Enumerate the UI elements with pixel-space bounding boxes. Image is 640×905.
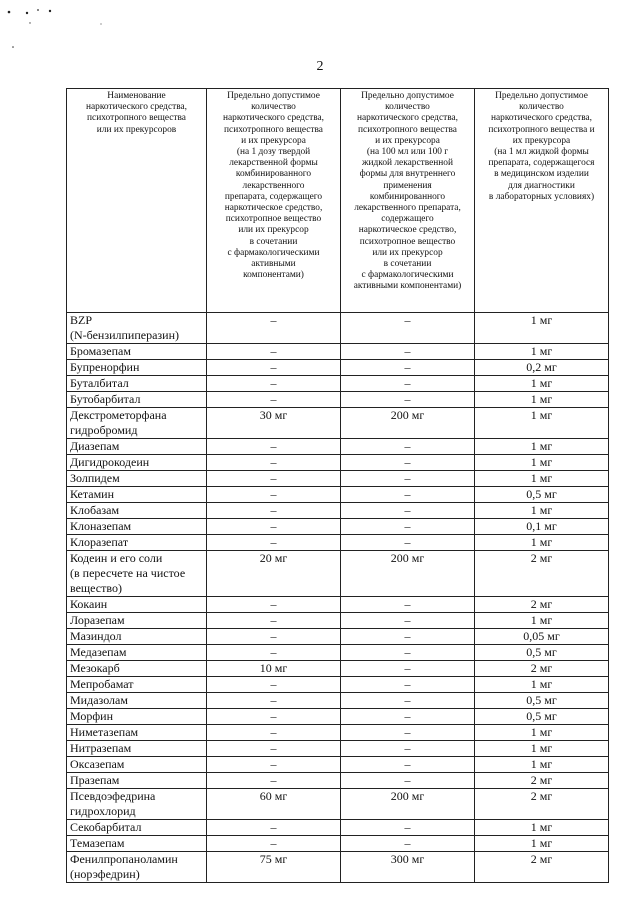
table-row: [67, 789, 609, 820]
substance-name: [67, 519, 207, 535]
diagnostic-limit: 1 мг: [475, 376, 609, 392]
substance-name-line: Фенилпропаноламин: [70, 852, 178, 866]
substance-name: [67, 677, 207, 693]
table-row: [67, 551, 609, 597]
dose-limit: –: [207, 629, 341, 645]
liquid-limit: –: [341, 693, 475, 709]
dose-limit: –: [207, 392, 341, 408]
substance-name: [67, 471, 207, 487]
header-line: и их прекурсора: [375, 135, 440, 146]
header-line: в лабораторных условиях): [488, 191, 595, 202]
diagnostic-limit: 1 мг: [475, 503, 609, 519]
diagnostic-limit: 2 мг: [475, 789, 609, 820]
substance-name: [67, 597, 207, 613]
dose-limit: –: [207, 613, 341, 629]
dose-limit: –: [207, 344, 341, 360]
header-line: или их прекурсор: [238, 225, 309, 236]
table-row: [67, 741, 609, 757]
liquid-limit: –: [341, 836, 475, 852]
header-line: активными компонентами): [353, 281, 462, 292]
substance-name-line: Дигидрокодеин: [70, 455, 150, 469]
table-row: [67, 597, 609, 613]
diagnostic-limit: 0,5 мг: [475, 693, 609, 709]
substance-name-line: Ниметазепам: [70, 725, 139, 739]
header-line: комбинированного: [369, 191, 446, 202]
diagnostic-limit: 2 мг: [475, 551, 609, 597]
substance-name: [67, 773, 207, 789]
header-line: их прекурсора: [512, 135, 571, 146]
diagnostic-limit: 2 мг: [475, 852, 609, 883]
dose-limit: 10 мг: [207, 661, 341, 677]
table-row: [67, 519, 609, 535]
header-line: наркотического средства,: [356, 113, 459, 124]
dose-limit: 60 мг: [207, 789, 341, 820]
header-line: препарата, содержащегося: [488, 158, 595, 169]
substance-name: [67, 836, 207, 852]
diagnostic-limit: 1 мг: [475, 820, 609, 836]
header-line: психотропного вещества: [224, 124, 323, 135]
diagnostic-limit: 0,05 мг: [475, 629, 609, 645]
diagnostic-limit: 0,2 мг: [475, 360, 609, 376]
header-dose: [207, 89, 341, 313]
liquid-limit: –: [341, 709, 475, 725]
dose-limit: 30 мг: [207, 408, 341, 439]
table-row: [67, 677, 609, 693]
substance-name-line: вещество): [70, 581, 122, 595]
liquid-limit: –: [341, 455, 475, 471]
dose-limit: 20 мг: [207, 551, 341, 597]
liquid-limit: –: [341, 661, 475, 677]
substance-name-line: Медазепам: [70, 645, 127, 659]
diagnostic-limit: 1 мг: [475, 439, 609, 455]
dose-limit: –: [207, 773, 341, 789]
dose-limit: –: [207, 677, 341, 693]
liquid-limit: –: [341, 820, 475, 836]
liquid-limit: –: [341, 503, 475, 519]
liquid-limit: –: [341, 741, 475, 757]
substance-name: [67, 645, 207, 661]
header-line: активными: [251, 259, 296, 270]
table-row: [67, 439, 609, 455]
header-line: или их прекурсоров: [96, 124, 177, 135]
table-row: [67, 535, 609, 551]
substance-name-line: Диазепам: [70, 439, 120, 453]
liquid-limit: –: [341, 629, 475, 645]
substance-name-line: Кокаин: [70, 597, 108, 611]
substance-name: [67, 408, 207, 439]
substance-name-line: Мидазолам: [70, 693, 128, 707]
dose-limit: –: [207, 757, 341, 773]
substance-name: [67, 852, 207, 883]
header-line: лекарственного: [242, 180, 305, 191]
header-line: комбинированного: [235, 169, 312, 180]
substance-name-line: Кетамин: [70, 487, 115, 501]
page-number: 2: [316, 59, 324, 74]
dose-limit: –: [207, 360, 341, 376]
table-row: [67, 629, 609, 645]
header-line: наркотического средства,: [222, 113, 325, 124]
table-row: [67, 709, 609, 725]
substance-name: [67, 392, 207, 408]
dose-limit: –: [207, 836, 341, 852]
dose-limit: –: [207, 439, 341, 455]
header-liquid: [341, 89, 475, 313]
header-line: жидкой лекарственной: [361, 158, 454, 169]
substance-name-line: Празепам: [70, 773, 120, 787]
table-row: [67, 392, 609, 408]
header-line: психотропного вещества и: [488, 124, 595, 135]
substance-name-line: Декстрометорфана: [70, 408, 167, 422]
scan-specks: [0, 0, 140, 60]
diagnostic-limit: 0,5 мг: [475, 709, 609, 725]
table-row: [67, 408, 609, 439]
table-row: [67, 773, 609, 789]
liquid-limit: 200 мг: [341, 551, 475, 597]
table-row: [67, 820, 609, 836]
header-line: Наименование: [107, 91, 166, 101]
dose-limit: –: [207, 471, 341, 487]
liquid-limit: 300 мг: [341, 852, 475, 883]
liquid-limit: –: [341, 487, 475, 503]
table-row: [67, 836, 609, 852]
liquid-limit: –: [341, 360, 475, 376]
substance-name: [67, 360, 207, 376]
substance-name: [67, 741, 207, 757]
header-line: с фармакологическими: [227, 247, 320, 258]
substance-name: [67, 629, 207, 645]
substance-name-line: (норэфедрин): [70, 867, 140, 881]
diagnostic-limit: 1 мг: [475, 757, 609, 773]
liquid-limit: –: [341, 773, 475, 789]
dose-limit: –: [207, 455, 341, 471]
header-line: лекарственного препарата,: [354, 203, 461, 214]
diagnostic-limit: 1 мг: [475, 741, 609, 757]
header-line: содержащего: [381, 214, 434, 225]
diagnostic-limit: 1 мг: [475, 836, 609, 852]
diagnostic-limit: 0,5 мг: [475, 487, 609, 503]
liquid-limit: –: [341, 725, 475, 741]
table-body: [67, 313, 609, 883]
liquid-limit: –: [341, 597, 475, 613]
header-line: Предельно допустимое: [495, 91, 588, 101]
liquid-limit: –: [341, 677, 475, 693]
header-line: психотропного вещества: [87, 113, 186, 124]
diagnostic-limit: 1 мг: [475, 613, 609, 629]
header-line: препарата, содержащего: [224, 191, 323, 202]
table-row: [67, 725, 609, 741]
substance-name: [67, 439, 207, 455]
dose-limit: –: [207, 597, 341, 613]
liquid-limit: –: [341, 313, 475, 344]
table-row: [67, 487, 609, 503]
header-line: Предельно допустимое: [227, 91, 320, 101]
header-line: применения: [383, 180, 432, 191]
substance-name: [67, 693, 207, 709]
header-line: Предельно допустимое: [361, 91, 454, 101]
header-line: формы для внутреннего: [359, 169, 456, 180]
substance-name: [67, 613, 207, 629]
substance-name: [67, 789, 207, 820]
header-line: (на 1 дозу твердой: [236, 147, 311, 158]
substance-name-line: Нитразепам: [70, 741, 132, 755]
table-row: [67, 661, 609, 677]
substance-name-line: Бупренорфин: [70, 360, 140, 374]
liquid-limit: –: [341, 645, 475, 661]
substance-name: [67, 455, 207, 471]
diagnostic-limit: 1 мг: [475, 535, 609, 551]
dose-limit: –: [207, 487, 341, 503]
diagnostic-limit: 2 мг: [475, 773, 609, 789]
substance-name: [67, 313, 207, 344]
substance-name: [67, 535, 207, 551]
substance-name: [67, 376, 207, 392]
substance-name: [67, 344, 207, 360]
table-row: [67, 757, 609, 773]
table-row: [67, 344, 609, 360]
header-line: психотропное вещество: [225, 214, 322, 225]
table-row: [67, 613, 609, 629]
dose-limit: 75 мг: [207, 852, 341, 883]
header-line: психотропного вещества: [358, 124, 457, 135]
header-line: наркотическое средство,: [358, 225, 457, 236]
diagnostic-limit: 2 мг: [475, 597, 609, 613]
substance-name-line: Клоназепам: [70, 519, 132, 533]
header-line: психотропное вещество: [359, 236, 456, 247]
substance-name-line: Морфин: [70, 709, 113, 723]
diagnostic-limit: 2 мг: [475, 661, 609, 677]
header-line: наркотическое средство,: [224, 203, 323, 214]
table-row: [67, 376, 609, 392]
dose-limit: –: [207, 313, 341, 344]
substance-name: [67, 487, 207, 503]
table-row: [67, 471, 609, 487]
substance-name-line: гидробромид: [70, 423, 138, 437]
header-line: количество: [385, 102, 430, 113]
liquid-limit: –: [341, 519, 475, 535]
substance-name-line: Бромазепам: [70, 344, 131, 358]
liquid-limit: 200 мг: [341, 789, 475, 820]
substance-name-line: Золпидем: [70, 471, 120, 485]
header-line: компонентами): [243, 270, 304, 281]
liquid-limit: –: [341, 535, 475, 551]
substance-name: [67, 551, 207, 597]
header-line: с фармакологическими: [361, 270, 454, 281]
header-line: количество: [519, 102, 564, 113]
table-row: [67, 852, 609, 883]
substance-name-line: Мезокарб: [70, 661, 120, 675]
header-line: (на 1 мл жидкой формы: [494, 147, 589, 158]
substance-name-line: (в пересчете на чистое: [70, 566, 186, 580]
header-line: наркотического средства,: [490, 113, 593, 124]
liquid-limit: –: [341, 344, 475, 360]
substance-name-line: Оксазепам: [70, 757, 125, 771]
header-line: в медицинском изделии: [494, 169, 589, 180]
substance-name-line: Буталбитал: [70, 376, 129, 390]
table-row: [67, 455, 609, 471]
header-line: наркотического средства,: [85, 102, 188, 113]
diagnostic-limit: 1 мг: [475, 313, 609, 344]
substance-name-line: гидрохлорид: [70, 804, 136, 818]
substances-table: [66, 88, 609, 883]
liquid-limit: –: [341, 613, 475, 629]
dose-limit: –: [207, 376, 341, 392]
table-row: [67, 313, 609, 344]
substance-name-line: Секобарбитал: [70, 820, 142, 834]
header-line: в сочетании: [249, 236, 298, 247]
substance-name: [67, 503, 207, 519]
table-row: [67, 360, 609, 376]
diagnostic-limit: 1 мг: [475, 408, 609, 439]
dose-limit: –: [207, 741, 341, 757]
diagnostic-limit: 0,5 мг: [475, 645, 609, 661]
table-row: [67, 645, 609, 661]
header-line: или их прекурсор: [372, 247, 443, 258]
dose-limit: –: [207, 725, 341, 741]
substance-name-line: (N-бензилпиперазин): [70, 328, 180, 342]
substance-name: [67, 820, 207, 836]
table-row: [67, 503, 609, 519]
diagnostic-limit: 0,1 мг: [475, 519, 609, 535]
substance-name-line: Мазиндол: [70, 629, 122, 643]
liquid-limit: –: [341, 471, 475, 487]
diagnostic-limit: 1 мг: [475, 455, 609, 471]
header-name: [67, 89, 207, 313]
table-header-row: [67, 89, 609, 313]
liquid-limit: –: [341, 757, 475, 773]
substance-name: [67, 709, 207, 725]
diagnostic-limit: 1 мг: [475, 344, 609, 360]
header-line: лекарственной формы: [229, 158, 318, 169]
dose-limit: –: [207, 820, 341, 836]
dose-limit: –: [207, 519, 341, 535]
header-line: (на 100 мл или 100 г: [366, 147, 449, 158]
substance-name: [67, 757, 207, 773]
substance-name-line: Клоразепат: [70, 535, 129, 549]
substance-name: [67, 661, 207, 677]
dose-limit: –: [207, 709, 341, 725]
header-diagnostic: [475, 89, 609, 313]
header-line: для диагностики: [508, 180, 575, 191]
dose-limit: –: [207, 645, 341, 661]
liquid-limit: –: [341, 439, 475, 455]
substance-name-line: Бутобарбитал: [70, 392, 141, 406]
diagnostic-limit: 1 мг: [475, 392, 609, 408]
substance-name-line: Псевдоэфедрина: [70, 789, 156, 803]
substance-name-line: Мепробамат: [70, 677, 134, 691]
diagnostic-limit: 1 мг: [475, 471, 609, 487]
liquid-limit: –: [341, 392, 475, 408]
substance-name-line: Клобазам: [70, 503, 120, 517]
table-row: [67, 693, 609, 709]
substance-name-line: BZP: [70, 313, 93, 327]
dose-limit: –: [207, 535, 341, 551]
diagnostic-limit: 1 мг: [475, 677, 609, 693]
header-line: количество: [251, 102, 296, 113]
substance-name-line: Темазепам: [70, 836, 125, 850]
dose-limit: –: [207, 693, 341, 709]
diagnostic-limit: 1 мг: [475, 725, 609, 741]
header-line: и их прекурсора: [241, 135, 306, 146]
substance-name: [67, 725, 207, 741]
substance-name-line: Кодеин и его соли: [70, 551, 163, 565]
dose-limit: –: [207, 503, 341, 519]
liquid-limit: –: [341, 376, 475, 392]
substance-name-line: Лоразепам: [70, 613, 125, 627]
header-line: в сочетании: [383, 259, 432, 270]
liquid-limit: 200 мг: [341, 408, 475, 439]
